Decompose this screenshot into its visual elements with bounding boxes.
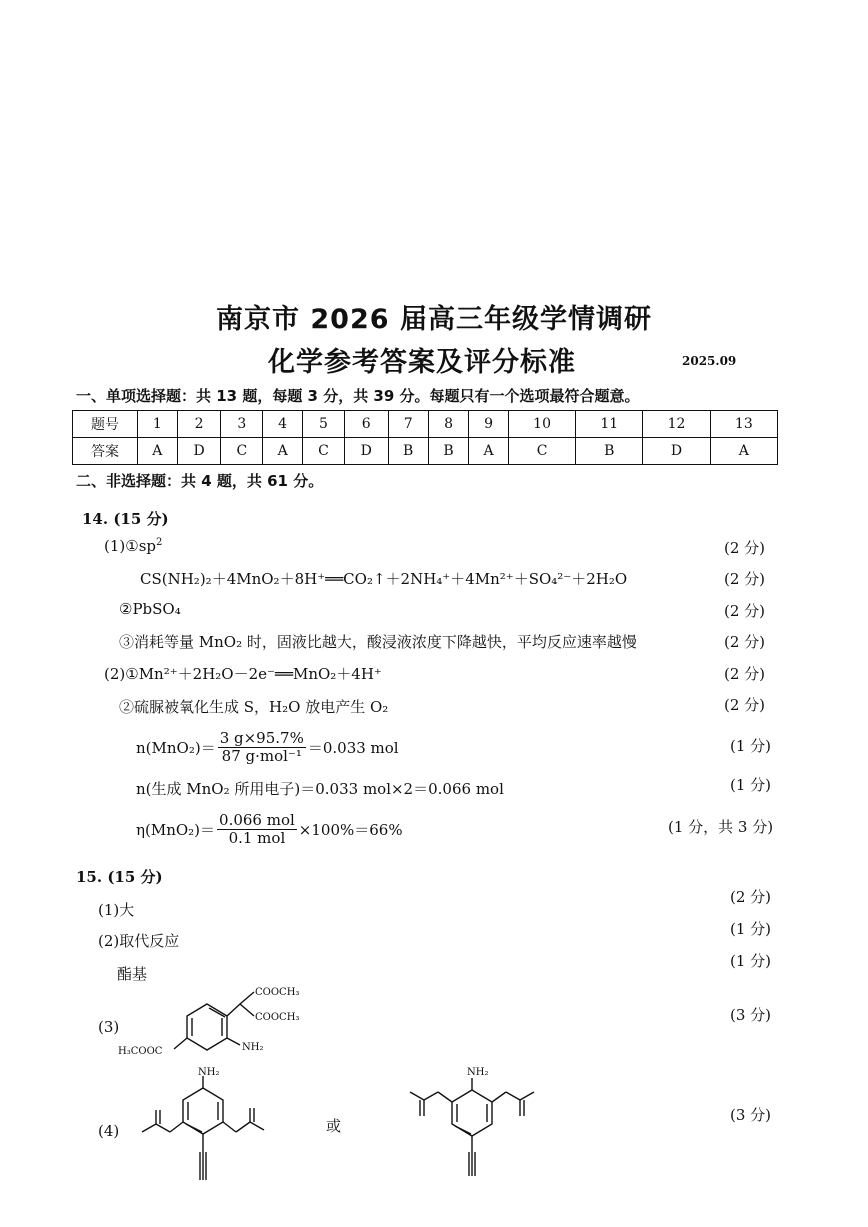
q15-score: (1 分) — [730, 952, 772, 970]
table-row-answers — [73, 438, 778, 465]
table-cell: 7 — [388, 411, 428, 438]
table-cell: 2 — [177, 411, 221, 438]
table-cell: 5 — [303, 411, 345, 438]
answer-table — [72, 410, 778, 465]
table-cell: C — [303, 438, 345, 465]
page-title: 南京市 2026 届高三年级学情调研 — [216, 304, 652, 335]
q14-calc-1: n(MnO₂)＝ $\frac{3 g\times 95.7\%}{\text{87 g·mol⁻¹}}$ ＝0.033 mol — [136, 729, 399, 765]
q14-answer-2: ②PbSO₄ — [119, 600, 181, 618]
q14-score: (1 分，共 3 分) — [668, 818, 774, 836]
q15-score: (3 分) — [730, 1006, 772, 1024]
q15-answer-1: (1)大 — [98, 901, 135, 919]
table-cell: 1 — [138, 411, 178, 438]
table-header-number: 题号 — [73, 411, 138, 438]
fraction-denominator: 87 g·mol⁻¹ — [221, 747, 302, 765]
section-two-heading: 二、非选择题：共 4 题，共 61 分。 — [76, 472, 324, 490]
structure-label: H₃COOC — [118, 1046, 163, 1057]
q14-equation: CS(NH₂)₂＋4MnO₂＋8H⁺══CO₂↑＋2NH₄⁺＋4Mn²⁺＋SO₄²⁻＋2H₂O — [140, 570, 628, 588]
structure-q15-4a — [118, 1066, 298, 1184]
table-cell: D — [643, 438, 710, 465]
table-cell: A — [710, 438, 777, 465]
q15-header: 15. (15 分) — [76, 868, 163, 886]
q14-answer-3: ③消耗等量 MnO₂ 时，固液比越大，酸浸液浓度下降越快，平均反应速率越慢 — [119, 633, 637, 651]
q14-calc-3: η(MnO₂)＝ $\frac{\text{0.066 mol}}{\text{0.1 mol}}$ ×100%＝66% — [136, 811, 403, 847]
q14-score: (2 分) — [724, 570, 766, 588]
section-one-heading: 一、单项选择题：共 13 题，每题 3 分，共 39 分。每题只有一个选项最符合题意。 — [76, 387, 640, 405]
q14-score: (2 分) — [724, 665, 766, 683]
fraction-denominator: 0.1 mol — [228, 829, 286, 847]
page-subtitle: 化学参考答案及评分标准 — [268, 347, 576, 378]
structure-label: NH₂ — [467, 1067, 489, 1078]
q14-score: (2 分) — [724, 602, 766, 620]
structure-q15-4b — [392, 1060, 572, 1180]
structure-q15-3 — [112, 982, 342, 1064]
q14-answer-1: $(1)①sp^2$ — [104, 537, 163, 555]
q14-answer-5: ②硫脲被氧化生成 S，H₂O 放电产生 O₂ — [119, 698, 389, 716]
table-cell: D — [177, 438, 221, 465]
structure-label: COOCH₃ — [255, 1012, 300, 1023]
q14-score: (2 分) — [724, 633, 766, 651]
q15-answer-2: (2)取代反应 — [98, 932, 180, 950]
q15-score: (3 分) — [730, 1106, 772, 1124]
fraction-numerator: 3 g×95.7% — [219, 729, 304, 747]
table-cell: 10 — [508, 411, 575, 438]
date-label: 2025.09 — [682, 354, 737, 368]
or-label: 或 — [326, 1117, 342, 1135]
table-cell: 9 — [469, 411, 509, 438]
q14-score: (2 分) — [724, 696, 766, 714]
table-cell: D — [344, 438, 388, 465]
table-cell: 8 — [428, 411, 468, 438]
q15-score: (2 分) — [730, 888, 772, 906]
table-row-numbers — [73, 411, 778, 438]
q14-score: (1 分) — [730, 776, 772, 794]
table-cell: C — [221, 438, 263, 465]
structure-label: NH₂ — [242, 1042, 264, 1053]
q14-calc-2: n(生成 MnO₂ 所用电子)＝0.033 mol×2＝0.066 mol — [136, 780, 504, 798]
q14-score: (2 分) — [724, 539, 766, 557]
table-cell: C — [508, 438, 575, 465]
q15-answer-3: 酯基 — [117, 965, 148, 983]
q14-header: 14. (15 分) — [82, 510, 169, 528]
q15-answer-5-label: (4) — [98, 1122, 120, 1140]
table-cell: 3 — [221, 411, 263, 438]
q14-score: (1 分) — [730, 737, 772, 755]
table-cell: 12 — [643, 411, 710, 438]
q14-answer-4: (2)①Mn²⁺＋2H₂O－2e⁻══MnO₂＋4H⁺ — [104, 665, 382, 683]
table-cell: A — [138, 438, 178, 465]
table-cell: 6 — [344, 411, 388, 438]
table-cell: A — [263, 438, 303, 465]
table-cell: 13 — [710, 411, 777, 438]
table-cell: 11 — [576, 411, 643, 438]
structure-label: COOCH₃ — [255, 987, 300, 998]
table-cell: A — [469, 438, 509, 465]
table-cell: B — [428, 438, 468, 465]
q15-score: (1 分) — [730, 920, 772, 938]
q15-answer-4-label: (3) — [98, 1018, 120, 1036]
table-cell: B — [388, 438, 428, 465]
table-cell: B — [576, 438, 643, 465]
table-header-answer: 答案 — [73, 438, 138, 465]
table-cell: 4 — [263, 411, 303, 438]
fraction-numerator: 0.066 mol — [219, 811, 295, 829]
structure-label: NH₂ — [198, 1067, 220, 1078]
